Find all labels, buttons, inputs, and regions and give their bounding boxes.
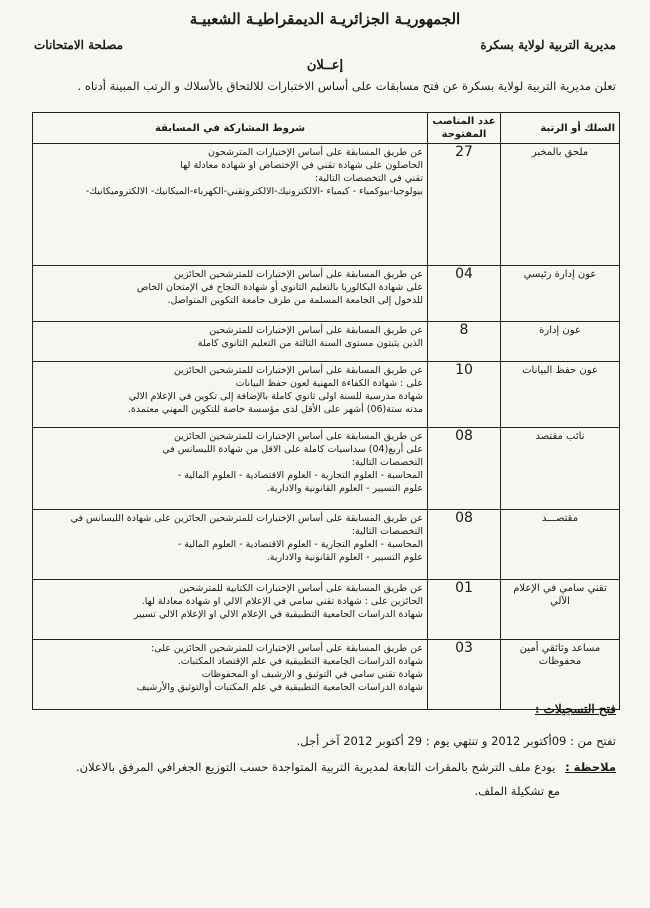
row-count: 04 [428,266,501,322]
table-row [33,144,620,266]
row-corps: مقتصـــد [501,510,620,580]
condition-line: على : شهادة الكفاءة المهنية لعون حفظ البيانات [235,378,423,389]
condition-line: المحاسبة - العلوم التجارية - العلوم الاقتصادية - العلوم المالية - [177,470,423,481]
table-body [33,144,620,710]
condition-line: تقني في التخصصات التالية: [315,173,423,184]
condition-line: شهادة الدراسات الجامعية التطبيقية في الإعلام الالي او الإعلام الالي تسيير [133,609,423,620]
table-row [33,640,620,710]
row-conditions [33,266,428,322]
note-extra: مع تشكيلة الملف. [474,784,560,798]
row-count: 10 [428,362,501,428]
row-corps: عون حفظ البيانات [501,362,620,428]
condition-line: عن طريق المسابقة على أساس الإختبارات للمترشحين الحائزين [173,431,423,442]
row-conditions [33,640,428,710]
row-conditions [33,580,428,640]
condition-line: للدخول إلى الجامعة المسلمة من طرف جامعة التكوين المتواصل. [167,295,423,306]
notice-title: إعــلان [306,58,344,73]
row-conditions [33,144,428,266]
row-corps: عون إدارة [501,322,620,362]
condition-line: شهادة تقني سامي في التوثيق و الارشيف او المحفوظات [201,669,423,680]
note-text: يودع ملف الترشح بالمقرات التابعة لمديرية التربية المتواجدة حسب التوزيع الجغرافي المرفق بالاعلان. [75,760,556,774]
row-count: 08 [428,428,501,510]
row-corps: مساعد وثائقي أمين محفوظات [501,640,620,710]
note [26,760,616,774]
condition-line: الحاصلون على شهادة تقني في الإختصاص او شهادة معادلة لها [180,160,423,171]
row-corps: نائب مقتصد [501,428,620,510]
note-label: ملاحظة : [565,760,616,774]
condition-line: التخصصات التالية: [351,457,423,468]
row-count: 08 [428,510,501,580]
intro-paragraph: تعلن مديرية التربية لولاية بسكرة عن فتح مسابقات على أساس الاختبارات للالتحاق بالأسلاك و الرتب المبينة أدناه . [77,79,616,93]
directorate-name: مديرية التربية لولاية بسكرة [480,38,616,52]
condition-line: شهادة مدرسية للسنة اولى ثانوي كاملة بالإضافة إلى تكوين في الإعلام الالي [128,391,423,402]
condition-line: عن طريق المسابقة على أساس الإختبارات للمترشحين [209,325,423,336]
condition-line: شهادة الدراسات الجامعية التطبيقية في علم الإقتصاد المكتبات. [177,656,423,667]
condition-line: عن طريق المسابقة على أساس الإختبارات الكتابية للمترشحين [179,583,423,594]
row-corps: ملحق بالمخبر [501,144,620,266]
registration-title: فتح التسجيلات : [534,702,616,716]
condition-line: عن طريق المسابقة على أساس الإختبارات للمترشحين الحائزين على: [150,643,423,654]
registration-dates: تفتح من : 09أكتوبر 2012 و تنتهي يوم : 29 أكتوبر 2012 آخر أجل. [296,734,616,748]
condition-line: الحائزين على : شهادة تقني سامي في الإعلام الالي او شهادة معادلة لها. [141,596,423,607]
header-count: عدد المناصب المفتوحة [428,113,501,144]
table-row [33,580,620,640]
row-count: 27 [428,144,501,266]
row-conditions [33,428,428,510]
row-count: 03 [428,640,501,710]
row-corps: عون إدارة رئيسي [501,266,620,322]
row-corps: تقني سامي في الإعلام الآلي [501,580,620,640]
table-row [33,266,620,322]
condition-line: المحاسبة - العلوم التجارية - العلوم الاقتصادية - العلوم المالية - [177,539,423,550]
table-row [33,322,620,362]
table-row [33,510,620,580]
row-count: 8 [428,322,501,362]
condition-line: مدته ستة(06) أشهر على الأقل لدى مؤسسة خاصة للتكوين المهني معتمدة. [127,404,423,415]
table-header-row [33,113,620,144]
condition-line: على أربع(04) سداسيات كاملة على الاقل من شهادة الليسانس في [162,444,423,455]
table-row [33,428,620,510]
row-conditions [33,322,428,362]
row-conditions [33,362,428,428]
table-row [33,362,620,428]
row-conditions [33,510,428,580]
exams-service-name: مصلحة الامتحانات [34,38,124,52]
condition-line: علوم التسيير - العلوم القانونية والادارية. [266,483,423,494]
condition-line: بيولوجيا-بيوكمياء - كيمياء -الالكترونيك-الالكتروتقني-الكهرباء-الميكانيك- الالكتروميكانيك- [85,186,423,197]
condition-line: عن طريق المسابقة على أساس الإختبارات للمترشحين الحائزين على شهادة الليسانس في التخصصات التالية: [70,513,423,537]
condition-line: شهادة الدراسات الجامعية التطبيقية في علم المكتبات أوالتوثيق والأرشيف [136,682,423,693]
condition-line: الذين يثبتون مستوى السنة الثالثة من التعليم الثانوي كاملة [197,338,423,349]
condition-line: عن طريق المسابقة على أساس الإختبارات المترشحون [208,147,423,158]
condition-line: عن طريق المسابقة على أساس الإختبارات للمترشحين الحائزين [173,269,423,280]
header-conditions: شروط المشاركة في المسابقة [33,113,428,144]
republic-heading: الجمهوريـة الجزائريـة الديمقراطيـة الشعبيـة [189,10,461,28]
condition-line: عن طريق المسابقة على أساس الإختبارات للمترشحين الحائزين [173,365,423,376]
positions-table [32,112,620,710]
row-count: 01 [428,580,501,640]
header-corps: السلك أو الرتبة [501,113,620,144]
condition-line: علوم التسيير - العلوم القانونية والادارية. [266,552,423,563]
condition-line: على شهادة البكالوريا بالتعليم الثانوي أو شهادة النجاح في الإمتحان الخاص [136,282,423,293]
